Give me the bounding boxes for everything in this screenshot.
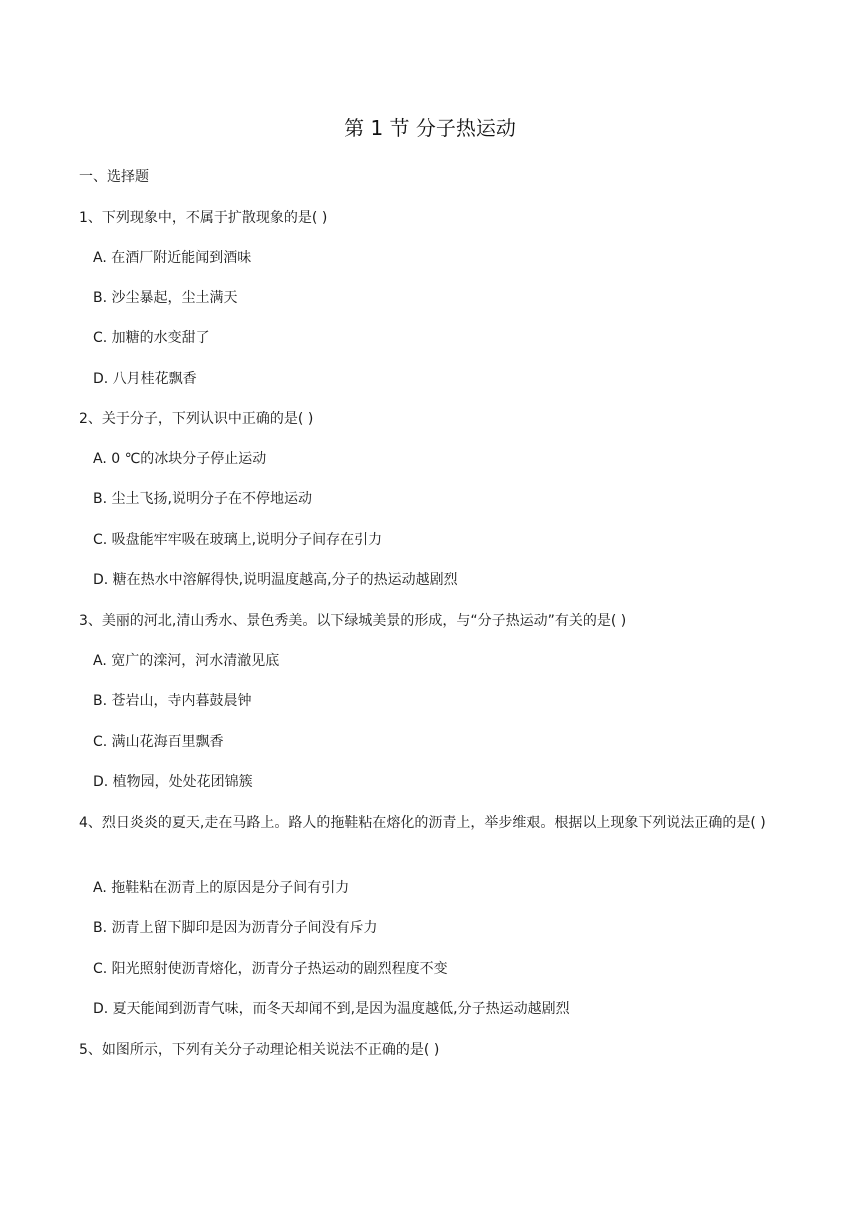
question-3-option-a: A. 宽广的滦河，河水清澈见底	[93, 653, 280, 669]
question-3-stem: 3、美丽的河北,清山秀水、景色秀美。以下绿城美景的形成，与“分子热运动”有关的是( )	[79, 613, 627, 629]
question-4-stem: 4、烈日炎炎的夏天,走在马路上。路人的拖鞋粘在熔化的沥青上，举步维艰。根据以上现象下列说法正确的是( )	[79, 815, 766, 831]
question-2-option-d: D. 糖在热水中溶解得快,说明温度越高,分子的热运动越剧烈	[93, 572, 458, 588]
question-1-option-d: D. 八月桂花飘香	[93, 371, 197, 387]
question-4-option-b: B. 沥青上留下脚印是因为沥青分子间没有斥力	[93, 920, 378, 936]
page-title: 第 1 节 分子热运动	[344, 116, 516, 140]
question-2-stem: 2、关于分子，下列认识中正确的是( )	[79, 411, 314, 427]
question-4-option-c: C. 阳光照射使沥青熔化，沥青分子热运动的剧烈程度不变	[93, 961, 448, 977]
question-3-option-c: C. 满山花海百里飘香	[93, 734, 224, 750]
question-1-option-b: B. 沙尘暴起，尘土满天	[93, 290, 238, 306]
question-4-option-a: A. 拖鞋粘在沥青上的原因是分子间有引力	[93, 880, 350, 896]
question-3-option-d: D. 植物园，处处花团锦簇	[93, 774, 253, 790]
question-2-option-a: A. 0 ℃的冰块分子停止运动	[93, 451, 267, 467]
question-1-stem: 1、下列现象中，不属于扩散现象的是( )	[79, 210, 328, 226]
question-5-stem: 5、如图所示，下列有关分子动理论相关说法不正确的是( )	[79, 1042, 440, 1058]
question-1-option-a: A. 在酒厂附近能闻到酒味	[93, 250, 252, 266]
question-4-option-d: D. 夏天能闻到沥青气味，而冬天却闻不到,是因为温度越低,分子热运动越剧烈	[93, 1001, 570, 1017]
question-1-option-c: C. 加糖的水变甜了	[93, 330, 210, 346]
question-2-option-c: C. 吸盘能牢牢吸在玻璃上,说明分子间存在引力	[93, 532, 383, 548]
question-3-option-b: B. 苍岩山，寺内暮鼓晨钟	[93, 693, 252, 709]
question-2-option-b: B. 尘土飞扬,说明分子在不停地运动	[93, 491, 312, 507]
section-heading: 一、选择题	[79, 169, 149, 185]
